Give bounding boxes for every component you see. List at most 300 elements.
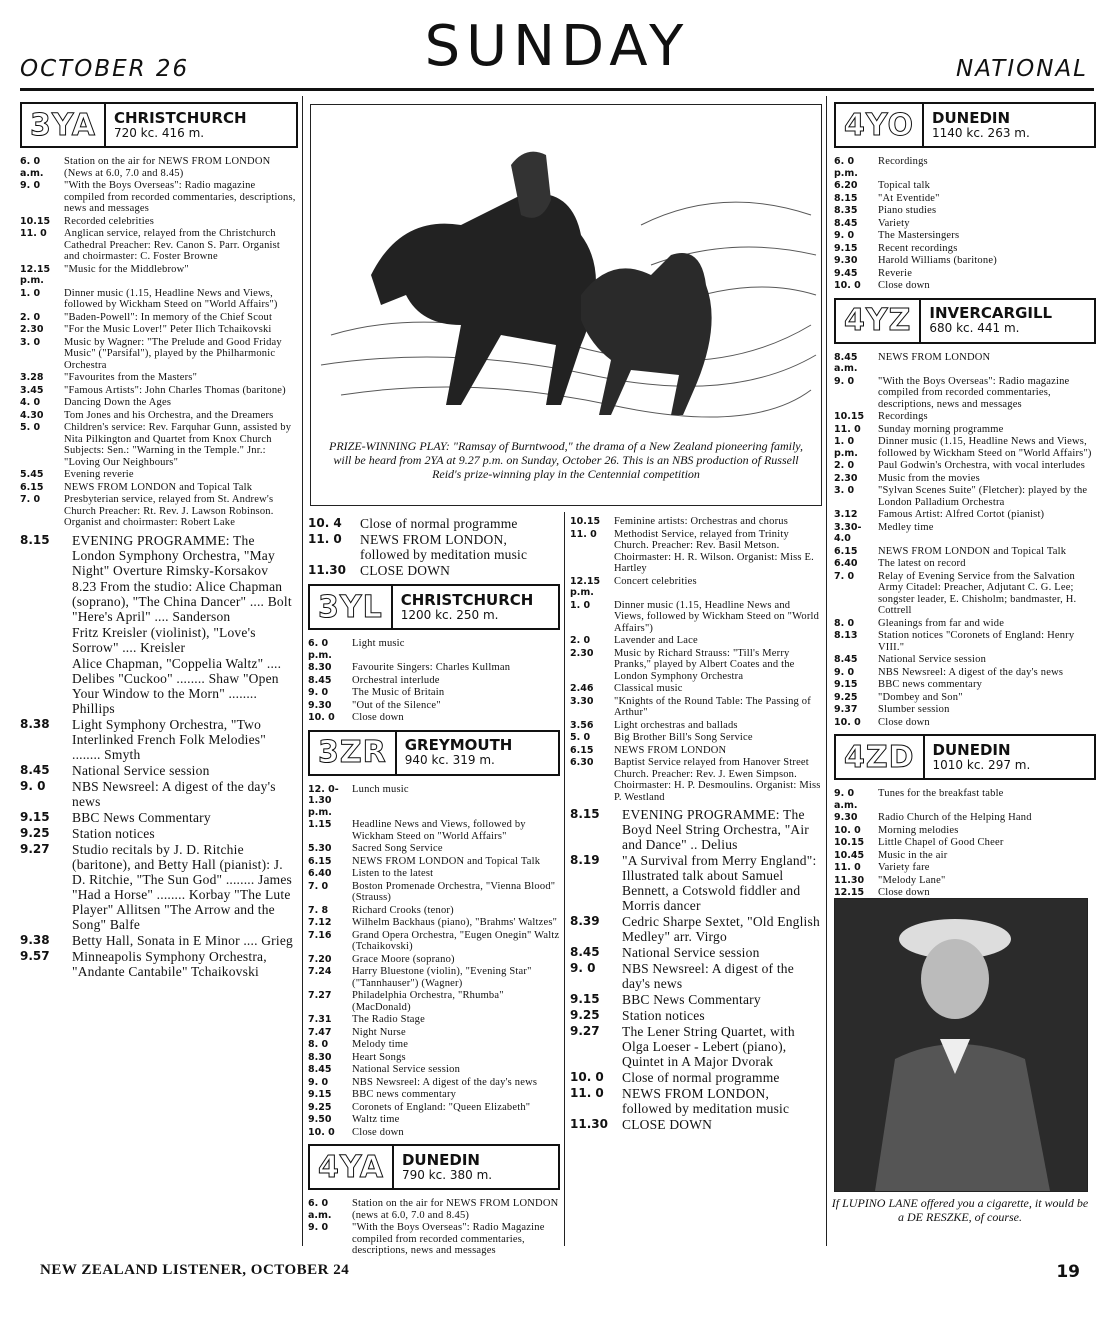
- programme-title: NBS Newsreel: A digest of the day's news: [352, 1076, 538, 1088]
- programme-row: [20, 763, 298, 778]
- programme-row: [20, 482, 298, 494]
- programme-time: 9. 0: [308, 687, 329, 698]
- programme-row: [308, 1039, 560, 1051]
- programme-time: 8.15: [20, 532, 50, 547]
- programme-time: 6. 0 a.m.: [20, 156, 44, 179]
- programme-time: 8. 0: [834, 617, 855, 629]
- programme-time: 10. 0: [308, 1126, 335, 1138]
- programme-title: Radio Church of the Helping Hand: [878, 812, 1032, 823]
- programme-list: [570, 516, 822, 803]
- station-banner-4zd: [834, 734, 1096, 780]
- programme-row: [308, 662, 560, 674]
- programme-row: [308, 1064, 560, 1076]
- programme-time: 1. 0: [20, 287, 41, 299]
- horses-illustration: [310, 104, 822, 506]
- programme-title: Station notices: [72, 825, 155, 841]
- programme-title: Light orchestras and ballads: [614, 719, 738, 731]
- programme-title: Minneapolis Symphony Orchestra, "Andante Cantabile" Tchaikovski: [72, 948, 267, 979]
- programme-time: 10.15: [20, 215, 51, 227]
- programme-time: 2. 0: [834, 460, 855, 471]
- programme-title: Studio recitals by J. D. Ritchie (baritone), and Betty Hall (pianist): J. D. Ritchie, "The Sun God" ........ James "Had a Horse" ........ Korbay "The Lute Player" Allitsen "The Arrow and the Song" Balfe: [72, 841, 292, 932]
- station-freq: 1140 kc. 263 m.: [932, 125, 1030, 140]
- programme-time: 11. 0: [834, 423, 861, 435]
- column-3: [570, 516, 822, 1133]
- programme-title: Dinner music (1.15, Headline News and Views, followed by Wickham Steed on "World Affairs"): [614, 599, 820, 634]
- programme-title: Gleanings from far and wide: [878, 617, 1005, 629]
- programme-list: [834, 788, 1096, 910]
- programme-time: 1.15: [308, 819, 332, 830]
- programme-row: [834, 825, 1096, 837]
- programme-time: 12.15 p.m.: [20, 263, 51, 286]
- programme-time: 9.45: [834, 267, 858, 279]
- station-city: GREYMOUTH: [404, 736, 513, 755]
- programme-title: Famous Artist: Alfred Cortot (pianist): [878, 509, 1045, 520]
- programme-time: 3.56: [570, 719, 594, 731]
- programme-time: 8.38: [20, 716, 50, 731]
- programme-row: [834, 558, 1096, 570]
- programme-title: Reverie: [878, 267, 913, 279]
- programme-title: Little Chapel of Good Cheer: [878, 837, 1004, 848]
- programme-title: National Service session: [352, 1064, 461, 1075]
- programme-row: [20, 385, 298, 397]
- programme-time: 7.27: [308, 990, 332, 1001]
- programme-title: NEWS FROM LONDON: [878, 351, 991, 363]
- programme-row: [834, 522, 1096, 545]
- programme-time: 9.15: [834, 242, 858, 254]
- programme-title: Sunday morning programme: [878, 423, 1004, 435]
- programme-title: Relay of Evening Service from the Salvation Army Citadel: Preacher, Adjutant C. G. Lee; songster leader, E. Chisholm; bandmaster, H. Cottrell: [878, 570, 1077, 616]
- programme-time: 11.30: [308, 563, 346, 577]
- programme-title: NEWS FROM LONDON and Topical Talk: [64, 481, 253, 493]
- programme-time: 6.30: [570, 757, 594, 768]
- programme-title: Close of normal programme: [360, 516, 518, 531]
- programme-row: [834, 837, 1096, 849]
- programme-row: [20, 533, 298, 578]
- programme-time: 3.12: [834, 509, 858, 520]
- programme-row: [308, 930, 560, 953]
- station-banner-3yl: [308, 584, 560, 630]
- programme-row: [834, 692, 1096, 704]
- horses-caption: PRIZE-WINNING PLAY: "Ramsay of Burntwood," the drama of a New Zealand pioneering family, will be heard from 2YA at 9.27 p.m. on Sunday, October 26. This is an NBS production of Russell Reid's prize-winning play in the Centennial competition: [329, 439, 803, 481]
- programme-row: [20, 826, 298, 841]
- programme-title: "Melody Lane": [878, 874, 946, 886]
- programme-title: Children's service: Rev. Farquhar Gunn, assisted by Nita Pilkington and Quartet from Knox Church Subjects: Sen.: "Warning in the Temple." Jnr.: "Loving Our Neighbours": [64, 422, 292, 468]
- programme-row: [308, 1089, 560, 1101]
- programme-title: Close down: [352, 1126, 404, 1138]
- programme-row: [834, 850, 1096, 862]
- programme-time: 8.13: [834, 630, 858, 641]
- programme-time: 3.45: [20, 384, 44, 396]
- programme-row: [834, 618, 1096, 630]
- programme-title: NBS Newsreel: A digest of the day's news: [878, 666, 1064, 678]
- header-network: NATIONAL: [956, 56, 1088, 82]
- programme-time: 6.15: [308, 855, 332, 867]
- programme-time: 7.47: [308, 1026, 332, 1038]
- programme-row: [20, 469, 298, 481]
- programme-list: [308, 638, 560, 724]
- programme-title: Favourite Singers: Charles Kullman: [352, 662, 511, 673]
- column-divider: [826, 96, 827, 1246]
- programme-row: [834, 679, 1096, 691]
- programme-title: Richard Crooks (tenor): [352, 904, 454, 916]
- programme-row: [834, 352, 1096, 375]
- programme-title: 8.23 From the studio: Alice Chapman (soprano), "The China Dancer" .... Bolt "Here's April" .... Sanderson: [72, 578, 292, 624]
- programme-time: 8.30: [308, 1051, 332, 1063]
- programme-row: [570, 516, 822, 528]
- programme-title: Cedric Sharpe Sextet, "Old English Medley" arr. Virgo: [622, 914, 820, 944]
- programme-row: [20, 933, 298, 948]
- programme-title: Grand Opera Orchestra, "Eugen Onegin" Waltz (Tchaikovski): [352, 929, 560, 952]
- programme-row: [20, 264, 298, 287]
- programme-time: [20, 656, 72, 716]
- programme-title: Lunch music: [352, 783, 409, 795]
- programme-title: Classical music: [614, 683, 683, 694]
- programme-row: [20, 324, 298, 336]
- programme-time: 10. 0: [308, 712, 335, 723]
- station-call: 3YL: [310, 586, 393, 628]
- programme-row: [834, 460, 1096, 472]
- programme-row: [834, 424, 1096, 436]
- programme-time: 8.45: [308, 1064, 332, 1075]
- programme-title: Recorded celebrities: [64, 215, 154, 227]
- programme-time: 3. 0: [834, 485, 855, 496]
- programme-title: Philadelphia Orchestra, "Rhumba" (MacDonald): [352, 990, 504, 1013]
- programme-time: 9.25: [308, 1101, 332, 1113]
- station-freq: 790 kc. 380 m.: [401, 1167, 493, 1182]
- programme-time: 5.30: [308, 843, 332, 854]
- programme-row: [570, 914, 822, 944]
- programme-title: "A Survival from Merry England": Illustrated talk about Samuel Bennett, a Cotswold fiddler and Morris dancer: [622, 853, 817, 913]
- programme-row: [834, 717, 1096, 729]
- programme-title: NEWS FROM LONDON, followed by meditation music: [360, 532, 528, 562]
- programme-row: [308, 1114, 560, 1126]
- programme-row: [570, 720, 822, 732]
- programme-title: Close of normal programme: [622, 1070, 780, 1085]
- programme-time: 4. 0: [20, 397, 41, 408]
- programme-time: 7.31: [308, 1014, 332, 1025]
- programme-title: Piano studies: [878, 205, 937, 216]
- programme-title: Paul Godwin's Orchestra, with vocal interludes: [878, 460, 1086, 471]
- programme-row: [834, 630, 1096, 653]
- programme-time: 10. 0: [834, 280, 861, 291]
- programme-time: 6.15: [834, 545, 858, 557]
- programme-title: NEWS FROM LONDON and Topical Talk: [352, 855, 541, 867]
- programme-title: Harry Bluestone (violin), "Evening Star" ("Tannhauser") (Wagner): [352, 966, 532, 989]
- programme-title: Dancing Down the Ages: [64, 397, 172, 408]
- programme-row: [20, 579, 298, 624]
- programme-title: EVENING PROGRAMME: The Boyd Neel String Orchestra, "Air and Dance" .. Delius: [622, 807, 809, 852]
- programme-list: [20, 156, 298, 529]
- programme-title: Alice Chapman, "Coppelia Waltz" .... Delibes "Cuckoo" ........ Shaw "Open Your Window to the Morn" ........ Phillips: [72, 655, 282, 716]
- programme-row: [834, 704, 1096, 716]
- programme-time: [20, 625, 72, 655]
- programme-row: [308, 532, 560, 562]
- programme-time: 6.15: [570, 744, 594, 756]
- programme-title: Night Nurse: [352, 1026, 406, 1038]
- programme-title: Sacred Song Service: [352, 843, 443, 854]
- station-freq: 1200 kc. 250 m.: [400, 607, 499, 622]
- programme-title: NBS Newsreel: A digest of the day's news: [72, 778, 276, 809]
- programme-row: [20, 372, 298, 384]
- programme-time: 9.38: [20, 932, 50, 947]
- programme-title: Evening reverie: [64, 469, 134, 480]
- programme-title: Variety: [878, 217, 910, 229]
- programme-title: NEWS FROM LONDON and Topical Talk: [878, 545, 1067, 557]
- programme-time: 3.30: [570, 695, 594, 707]
- programme-time: 9.37: [834, 704, 858, 715]
- programme-title: "Sylvan Scenes Suite" (Fletcher): played by the London Palladium Orchestra: [878, 485, 1088, 508]
- programme-row: [308, 868, 560, 880]
- programme-title: Recordings: [878, 411, 928, 422]
- programme-title: Heart Songs: [352, 1051, 406, 1063]
- programme-title: "With the Boys Overseas": Radio magazine compiled from recorded commentaries, descriptions, news and messages: [878, 375, 1070, 410]
- programme-time: 4.30: [20, 409, 44, 421]
- programme-time: 11. 0: [570, 528, 597, 540]
- programme-title: Tom Jones and his Orchestra, and the Dreamers: [64, 409, 274, 421]
- programme-row: [308, 1102, 560, 1114]
- programme-time: 7. 0: [834, 570, 855, 582]
- programme-title: The Mastersingers: [878, 230, 960, 241]
- programme-title: BBC news commentary: [878, 679, 983, 690]
- programme-title: Close down: [352, 712, 404, 723]
- programme-time: 8.15: [570, 807, 600, 821]
- programme-title: "For the Music Lover!" Peter Ilich Tchaikovski: [64, 324, 272, 335]
- programme-time: 8.45: [570, 945, 600, 959]
- programme-time: 10.15: [570, 516, 601, 527]
- programme-row: [834, 788, 1096, 811]
- programme-title: Dinner music (1.15, Headline News and Views, followed by Wickham Steed on "World Affairs"): [64, 287, 278, 310]
- station-banner-4ya: [308, 1144, 560, 1190]
- programme-title: NEWS FROM LONDON, followed by meditation music: [622, 1086, 790, 1116]
- programme-time: 9.30: [308, 699, 332, 711]
- programme-row: [570, 1086, 822, 1116]
- station-city: INVERCARGILL: [929, 304, 1053, 323]
- programme-time: 9. 0: [20, 778, 46, 793]
- programme-row: [20, 312, 298, 324]
- programme-title: Listen to the latest: [352, 868, 434, 879]
- programme-time: 10. 0: [834, 716, 861, 728]
- programme-row: [570, 732, 822, 744]
- programme-time: 9. 0: [570, 961, 596, 975]
- programme-row: [834, 509, 1096, 521]
- programme-time: 9.15: [570, 992, 600, 1006]
- station-call: 4YA: [310, 1146, 394, 1188]
- programme-row: [570, 961, 822, 991]
- programme-time: 8.45: [834, 217, 858, 229]
- programme-title: "At Eventide": [878, 192, 940, 204]
- programme-time: 7. 0: [20, 494, 41, 505]
- programme-time: 7.12: [308, 917, 332, 928]
- horses-drawing: [311, 105, 821, 435]
- programme-title: Close down: [878, 887, 930, 898]
- programme-time: 11.30: [834, 874, 865, 886]
- programme-row: [308, 1222, 560, 1257]
- programme-time: 6.15: [20, 481, 44, 493]
- programme-title: Station notices "Coronets of England: Henry VIII.": [878, 630, 1075, 653]
- programme-time: 2.30: [834, 472, 858, 484]
- programme-time: 10. 0: [570, 1070, 604, 1084]
- station-freq: 940 kc. 319 m.: [404, 753, 495, 768]
- programme-list: [308, 784, 560, 1139]
- programme-row: [308, 784, 560, 819]
- programme-title: Station on the air for NEWS FROM LONDON (news at 6.0, 7.0 and 8.45): [352, 1198, 559, 1221]
- programme-title: Melody time: [352, 1039, 409, 1050]
- programme-row: [20, 288, 298, 311]
- evening-programme-list: [20, 533, 298, 979]
- programme-title: The Lener String Quartet, with Olga Loeser - Lebert (piano), Quintet in A Major Dvorak: [622, 1024, 795, 1069]
- evening-programme-list: [570, 807, 822, 1132]
- programme-title: Betty Hall, Sonata in E Minor .... Grieg: [72, 932, 293, 948]
- programme-title: "With the Boys Overseas": Radio magazine compiled from recorded commentaries, descriptions, news and messages: [64, 180, 296, 214]
- column-4: [834, 96, 1096, 911]
- programme-row: [20, 717, 298, 762]
- programme-title: Tunes for the breakfast table: [878, 788, 1004, 799]
- programme-row: [834, 667, 1096, 679]
- programme-title: Recent recordings: [878, 242, 958, 254]
- column-2: [308, 516, 560, 1258]
- programme-title: Recordings: [878, 156, 928, 167]
- programme-time: 2.30: [570, 647, 594, 659]
- programme-title: Headline News and Views, followed by Wickham Steed on "World Affairs": [352, 819, 526, 842]
- programme-row: [570, 945, 822, 960]
- programme-title: Coronets of England: "Queen Elizabeth": [352, 1101, 531, 1113]
- programme-time: 6. 0 a.m.: [308, 1198, 332, 1221]
- programme-row: [834, 230, 1096, 242]
- programme-row: [834, 268, 1096, 280]
- programme-time: 9.25: [20, 825, 50, 840]
- programme-title: Station notices: [622, 1008, 705, 1023]
- programme-title: Anglican service, relayed from the Christchurch Cathedral Preacher: Rev. Canon S. Parr. Organist and choirmaster: C. Foster Browne: [64, 228, 281, 262]
- programme-time: 12. 0-1.30 p.m.: [308, 783, 339, 818]
- programme-time: 5.45: [20, 469, 44, 480]
- station-city: DUNEDIN: [932, 740, 1011, 759]
- programme-title: Topical talk: [878, 180, 931, 191]
- programme-row: [834, 376, 1096, 411]
- programme-row: [834, 255, 1096, 267]
- programme-row: [570, 853, 822, 913]
- programme-title: "Favourites from the Masters": [64, 372, 198, 383]
- programme-title: NBS Newsreel: A digest of the day's news: [622, 961, 794, 991]
- programme-time: 12.15 p.m.: [570, 575, 601, 598]
- programme-title: "Music for the Middlebrow": [64, 263, 189, 275]
- programme-row: [570, 807, 822, 852]
- programme-time: 7.24: [308, 966, 332, 977]
- programme-title: Music by Richard Strauss: "Till's Merry Pranks," played by Albert Coates and the London Symphony Orchestra: [614, 647, 795, 682]
- programme-time: 11. 0: [570, 1086, 604, 1100]
- programme-row: [834, 812, 1096, 824]
- programme-row: [570, 696, 822, 719]
- programme-time: 9.15: [20, 809, 50, 824]
- programme-time: 1. 0: [570, 599, 591, 611]
- programme-row: [834, 485, 1096, 508]
- station-freq: 680 kc. 441 m.: [929, 321, 1020, 336]
- station-call: 4YO: [836, 104, 924, 146]
- programme-time: 9. 0: [834, 666, 855, 678]
- programme-row: [570, 648, 822, 683]
- programme-title: Music by Wagner: "The Prelude and Good Friday Music" ("Parsifal"), played by the Philharmonic Orchestra: [64, 336, 282, 371]
- programme-time: 8.35: [834, 205, 858, 216]
- programme-time: 2. 0: [20, 311, 41, 323]
- programme-row: [20, 779, 298, 809]
- programme-time: 3.28: [20, 372, 44, 383]
- programme-row: [20, 337, 298, 372]
- programme-time: 6.40: [834, 558, 858, 569]
- header-date: OCTOBER 26: [20, 56, 190, 82]
- programme-title: CLOSE DOWN: [360, 563, 451, 578]
- programme-title: The Music of Britain: [352, 687, 445, 698]
- programme-title: Light Symphony Orchestra, "Two Interlinked French Folk Melodies" ........ Smyth: [72, 716, 266, 762]
- programme-time: 9.25: [834, 691, 858, 703]
- programme-time: 9. 0 a.m.: [834, 788, 858, 811]
- page-number: 19: [1056, 1262, 1080, 1282]
- programme-time: 8.45: [20, 762, 50, 777]
- programme-title: EVENING PROGRAMME: The London Symphony Orchestra, "May Night" Overture Rimsky-Korsakov: [72, 532, 275, 578]
- programme-time: 7.20: [308, 953, 332, 965]
- programme-row: [834, 243, 1096, 255]
- programme-time: 1. 0 p.m.: [834, 436, 858, 459]
- programme-time: 8.30: [308, 662, 332, 673]
- programme-row: [570, 1070, 822, 1085]
- programme-title: Orchestral interlude: [352, 674, 440, 686]
- programme-row: [308, 700, 560, 712]
- programme-row: [308, 1127, 560, 1139]
- footer-publication: NEW ZEALAND LISTENER, OCTOBER 24: [40, 1262, 350, 1278]
- programme-time: 10.15: [834, 837, 865, 848]
- programme-title: Variety fare: [878, 862, 930, 873]
- programme-time: 8.15: [834, 192, 858, 204]
- programme-title: Slumber session: [878, 704, 950, 715]
- programme-row: [308, 563, 560, 578]
- programme-time: 8.45 a.m.: [834, 351, 858, 374]
- programme-row: [834, 654, 1096, 666]
- programme-time: 6.20: [834, 180, 858, 191]
- programme-time: 11.30: [570, 1117, 608, 1131]
- lupino-caption: If LUPINO LANE offered you a cigarette, it would be a DE RESZKE, of course.: [831, 1196, 1089, 1224]
- programme-time: 11. 0: [308, 532, 342, 546]
- programme-title: Feminine artists: Orchestras and chorus: [614, 516, 789, 527]
- programme-title: Wilhelm Backhaus (piano), "Brahms' Waltzes": [352, 917, 558, 928]
- programme-row: [308, 905, 560, 917]
- programme-row: [20, 410, 298, 422]
- programme-time: 12.15: [834, 887, 865, 898]
- programme-row: [308, 917, 560, 929]
- programme-time: 5. 0: [570, 732, 591, 743]
- programme-title: BBC News Commentary: [72, 809, 211, 825]
- programme-time: 9. 0: [834, 375, 855, 387]
- programme-time: 10.45: [834, 849, 865, 861]
- programme-time: 8. 0: [308, 1039, 329, 1050]
- programme-row: [308, 516, 560, 531]
- programme-row: [570, 576, 822, 599]
- programme-title: The Radio Stage: [352, 1014, 425, 1025]
- programme-title: NEWS FROM LONDON: [614, 744, 727, 756]
- programme-row: [308, 966, 560, 989]
- programme-title: Baptist Service relayed from Hanover Street Church. Preacher: Rev. J. Ewen Simpson. Choirmaster: H. P. Desmoulins. Organist: Miss P. Westland: [614, 757, 821, 803]
- programme-row: [308, 1052, 560, 1064]
- programme-title: Boston Promenade Orchestra, "Vienna Blood" (Strauss): [352, 880, 556, 903]
- programme-title: BBC news commentary: [352, 1089, 457, 1100]
- programme-row: [308, 1027, 560, 1039]
- programme-title: Concert celebrities: [614, 575, 697, 587]
- station-city: DUNEDIN: [401, 1150, 480, 1169]
- programme-time: 2.30: [20, 324, 44, 335]
- programme-row: [570, 757, 822, 803]
- station-city: CHRISTCHURCH: [113, 108, 247, 127]
- programme-time: 3.30-4.0: [834, 521, 862, 544]
- programme-time: 9.27: [570, 1024, 600, 1038]
- station-banner-3ya: [20, 102, 298, 148]
- column-divider: [564, 512, 565, 1246]
